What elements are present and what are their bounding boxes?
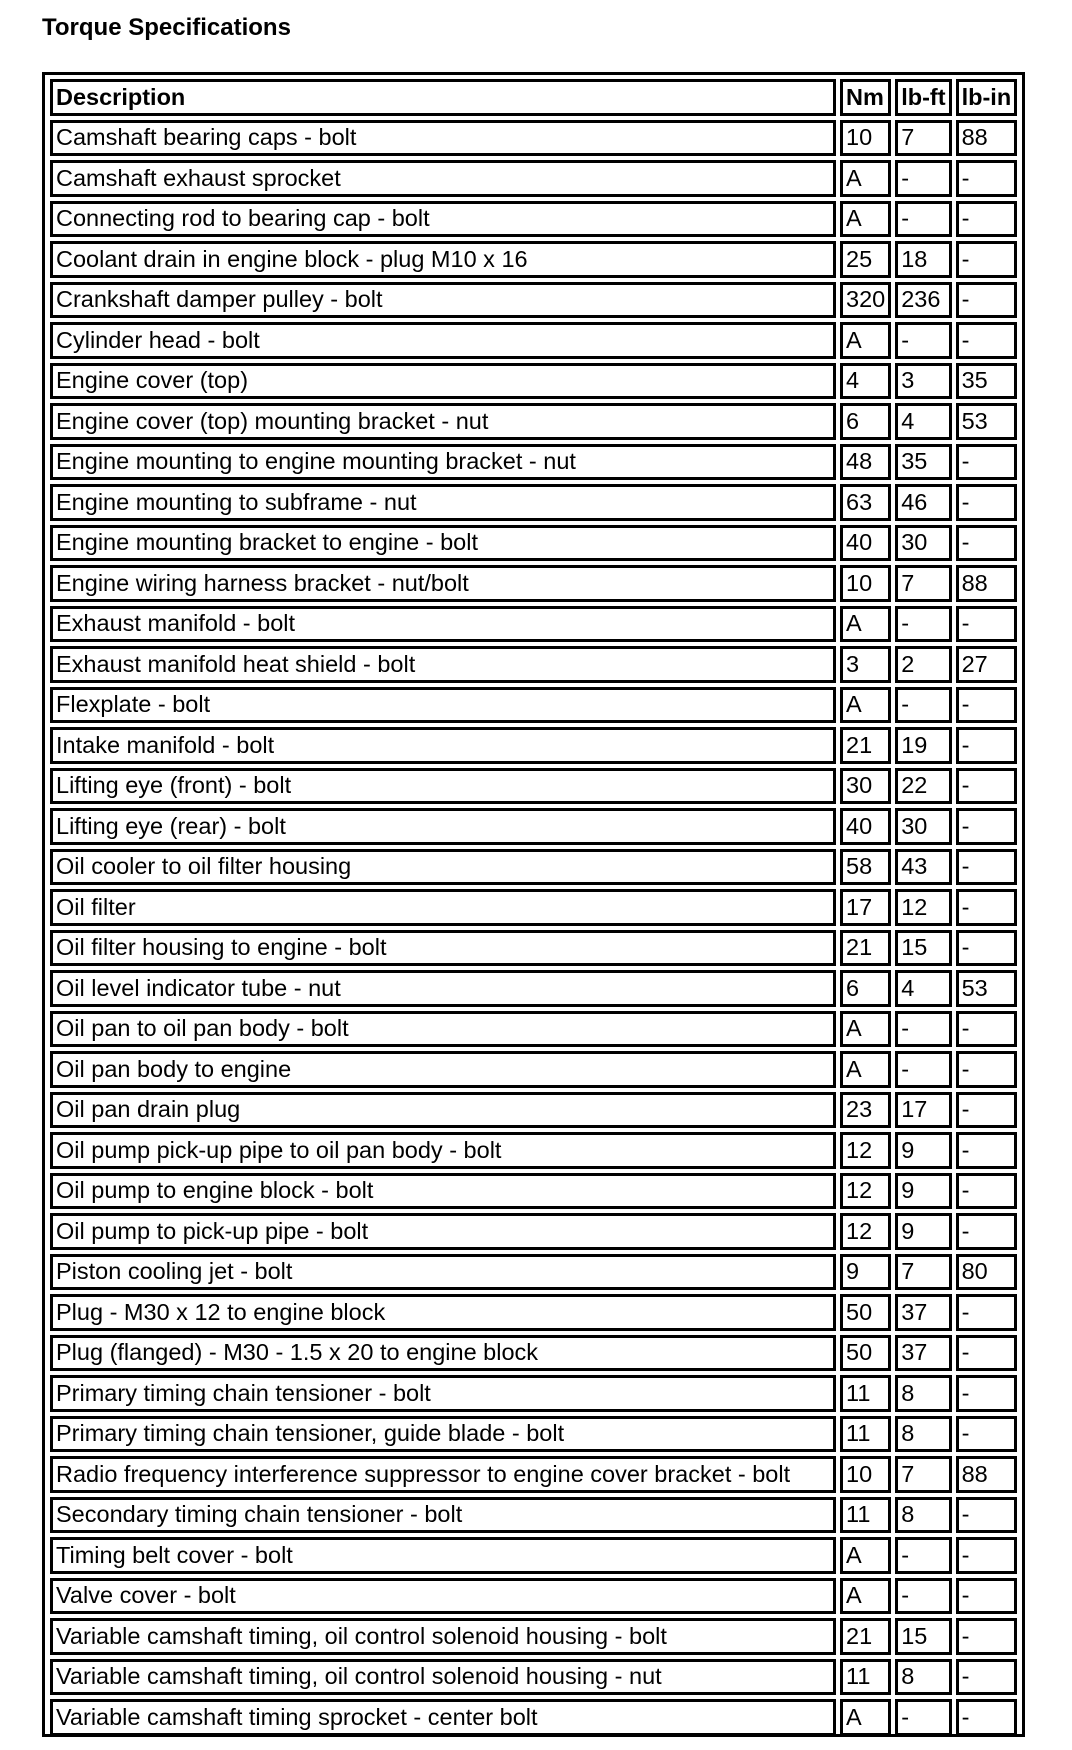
cell-lb-in: - [956,930,1018,967]
cell-lb-ft: - [895,1051,951,1088]
cell-nm: A [840,1011,891,1048]
cell-nm: 6 [840,970,891,1007]
cell-lb-ft: 8 [895,1416,951,1453]
cell-description: Cylinder head - bolt [50,322,836,359]
cell-nm: 21 [840,1618,891,1655]
cell-lb-in: - [956,1173,1018,1210]
cell-lb-in: - [956,322,1018,359]
cell-lb-ft: - [895,687,951,724]
cell-lb-ft: - [895,1578,951,1615]
cell-lb-in: - [956,768,1018,805]
header-description: Description [50,79,836,116]
cell-description: Engine cover (top) [50,363,836,400]
cell-description: Oil pan drain plug [50,1092,836,1129]
cell-nm: A [840,687,891,724]
table-row [50,1497,1017,1534]
cell-nm: A [840,606,891,643]
table-row [50,1618,1017,1655]
cell-description: Valve cover - bolt [50,1578,836,1615]
cell-lb-in: - [956,1375,1018,1412]
cell-nm: 10 [840,120,891,157]
cell-lb-ft: 8 [895,1497,951,1534]
table-row [50,403,1017,440]
cell-lb-in: - [956,808,1018,845]
table-row [50,444,1017,481]
cell-nm: 12 [840,1132,891,1169]
cell-description: Lifting eye (front) - bolt [50,768,836,805]
cell-lb-ft: 15 [895,1618,951,1655]
cell-lb-in: - [956,160,1018,197]
cell-description: Oil pump to engine block - bolt [50,1173,836,1210]
cell-lb-ft: - [895,160,951,197]
cell-lb-in: - [956,241,1018,278]
cell-lb-ft: 8 [895,1375,951,1412]
cell-description: Primary timing chain tensioner, guide blade - bolt [50,1416,836,1453]
cell-nm: 12 [840,1173,891,1210]
cell-description: Lifting eye (rear) - bolt [50,808,836,845]
cell-lb-ft: - [895,201,951,238]
cell-lb-in: - [956,1335,1018,1372]
table-row [50,1254,1017,1291]
cell-lb-in: 88 [956,1456,1018,1493]
cell-lb-in: - [956,606,1018,643]
cell-lb-ft: 9 [895,1173,951,1210]
cell-nm: 4 [840,363,891,400]
cell-lb-ft: 4 [895,970,951,1007]
table-row [50,1416,1017,1453]
table-row [50,849,1017,886]
table-row [50,363,1017,400]
cell-nm: 25 [840,241,891,278]
table-row [50,970,1017,1007]
cell-description: Plug (flanged) - M30 - 1.5 x 20 to engine block [50,1335,836,1372]
cell-nm: 50 [840,1335,891,1372]
cell-lb-in: - [956,444,1018,481]
cell-description: Flexplate - bolt [50,687,836,724]
header-lb-in: lb-in [956,79,1018,116]
table-row [50,1051,1017,1088]
cell-lb-ft: 30 [895,525,951,562]
cell-lb-ft: 7 [895,565,951,602]
cell-lb-in: 53 [956,970,1018,1007]
cell-nm: 48 [840,444,891,481]
cell-nm: 63 [840,484,891,521]
cell-description: Engine mounting bracket to engine - bolt [50,525,836,562]
cell-description: Crankshaft damper pulley - bolt [50,282,836,319]
cell-nm: A [840,1578,891,1615]
cell-lb-in: - [956,1659,1018,1696]
cell-lb-ft: 236 [895,282,951,319]
cell-description: Variable camshaft timing, oil control solenoid housing - nut [50,1659,836,1696]
cell-nm: A [840,322,891,359]
cell-nm: 21 [840,727,891,764]
cell-lb-ft: 30 [895,808,951,845]
cell-lb-ft: 43 [895,849,951,886]
table-row [50,1092,1017,1129]
cell-nm: 50 [840,1294,891,1331]
cell-lb-ft: 15 [895,930,951,967]
cell-nm: 10 [840,1456,891,1493]
cell-lb-ft: 18 [895,241,951,278]
torque-table-frame [42,72,1025,1737]
header-lb-ft: lb-ft [895,79,951,116]
cell-nm: 3 [840,646,891,683]
cell-lb-ft: 46 [895,484,951,521]
cell-nm: 11 [840,1659,891,1696]
cell-nm: 9 [840,1254,891,1291]
cell-description: Oil filter housing to engine - bolt [50,930,836,967]
cell-lb-in: - [956,525,1018,562]
table-row [50,160,1017,197]
table-row [50,808,1017,845]
table-row [50,1132,1017,1169]
table-row [50,606,1017,643]
cell-description: Coolant drain in engine block - plug M10 x 16 [50,241,836,278]
table-row [50,1335,1017,1372]
cell-description: Intake manifold - bolt [50,727,836,764]
table-row [50,1294,1017,1331]
cell-description: Exhaust manifold - bolt [50,606,836,643]
cell-lb-ft: 4 [895,403,951,440]
cell-nm: A [840,201,891,238]
cell-lb-ft: 9 [895,1213,951,1250]
cell-lb-in: - [956,1011,1018,1048]
cell-nm: 12 [840,1213,891,1250]
cell-lb-in: - [956,1092,1018,1129]
cell-nm: 6 [840,403,891,440]
cell-lb-ft: 19 [895,727,951,764]
cell-lb-ft: - [895,1537,951,1574]
cell-lb-ft: 9 [895,1132,951,1169]
cell-nm: A [840,1537,891,1574]
cell-lb-in: 88 [956,565,1018,602]
cell-lb-in: - [956,1132,1018,1169]
table-row [50,484,1017,521]
table-row [50,1173,1017,1210]
cell-lb-ft: 35 [895,444,951,481]
cell-description: Variable camshaft timing, oil control solenoid housing - bolt [50,1618,836,1655]
table-row [50,525,1017,562]
cell-lb-in: - [956,889,1018,926]
table-row [50,889,1017,926]
cell-description: Exhaust manifold heat shield - bolt [50,646,836,683]
cell-description: Engine mounting to subframe - nut [50,484,836,521]
table-row [50,1537,1017,1574]
cell-lb-ft: - [895,606,951,643]
cell-lb-in: - [956,727,1018,764]
cell-lb-ft: 3 [895,363,951,400]
table-row [50,1578,1017,1615]
torque-table [46,75,1021,1740]
table-row [50,1011,1017,1048]
cell-nm: 11 [840,1416,891,1453]
cell-lb-in: - [956,1497,1018,1534]
cell-lb-in: - [956,484,1018,521]
table-row [50,241,1017,278]
cell-nm: 40 [840,525,891,562]
cell-lb-ft: 37 [895,1294,951,1331]
table-row [50,201,1017,238]
cell-nm: 10 [840,565,891,602]
cell-nm: 320 [840,282,891,319]
cell-lb-ft: 7 [895,120,951,157]
cell-description: Oil pump to pick-up pipe - bolt [50,1213,836,1250]
cell-lb-ft: 7 [895,1254,951,1291]
cell-nm: 11 [840,1375,891,1412]
cell-nm: A [840,160,891,197]
cell-lb-ft: 12 [895,889,951,926]
cell-nm: 30 [840,768,891,805]
cell-lb-ft: 22 [895,768,951,805]
cell-description: Variable camshaft timing sprocket - center bolt [50,1699,836,1736]
cell-description: Camshaft exhaust sprocket [50,160,836,197]
cell-description: Primary timing chain tensioner - bolt [50,1375,836,1412]
cell-description: Plug - M30 x 12 to engine block [50,1294,836,1331]
cell-description: Camshaft bearing caps - bolt [50,120,836,157]
cell-nm: A [840,1051,891,1088]
cell-lb-in: - [956,1699,1018,1736]
cell-lb-ft: 8 [895,1659,951,1696]
table-row [50,322,1017,359]
cell-lb-ft: 17 [895,1092,951,1129]
table-row [50,646,1017,683]
cell-lb-ft: - [895,1699,951,1736]
cell-lb-in: - [956,849,1018,886]
page-title: Torque Specifications [42,14,291,41]
cell-description: Oil cooler to oil filter housing [50,849,836,886]
cell-lb-ft: 37 [895,1335,951,1372]
cell-lb-ft: - [895,322,951,359]
cell-description: Oil pump pick-up pipe to oil pan body - bolt [50,1132,836,1169]
table-row [50,1699,1017,1736]
cell-lb-in: 27 [956,646,1018,683]
cell-description: Engine mounting to engine mounting bracket - nut [50,444,836,481]
cell-nm: 23 [840,1092,891,1129]
cell-description: Oil pan body to engine [50,1051,836,1088]
cell-description: Connecting rod to bearing cap - bolt [50,201,836,238]
cell-lb-in: - [956,1618,1018,1655]
cell-nm: A [840,1699,891,1736]
cell-lb-in: - [956,1213,1018,1250]
table-row [50,1213,1017,1250]
cell-nm: 21 [840,930,891,967]
header-nm: Nm [840,79,891,116]
cell-nm: 11 [840,1497,891,1534]
cell-lb-in: - [956,1537,1018,1574]
cell-lb-in: - [956,201,1018,238]
cell-description: Engine cover (top) mounting bracket - nut [50,403,836,440]
table-row [50,930,1017,967]
cell-description: Oil level indicator tube - nut [50,970,836,1007]
cell-description: Oil filter [50,889,836,926]
table-header-row [50,79,1017,116]
cell-nm: 40 [840,808,891,845]
cell-lb-in: 88 [956,120,1018,157]
cell-lb-in: - [956,1578,1018,1615]
cell-lb-in: 53 [956,403,1018,440]
table-row [50,282,1017,319]
table-row [50,768,1017,805]
cell-description: Secondary timing chain tensioner - bolt [50,1497,836,1534]
cell-description: Timing belt cover - bolt [50,1537,836,1574]
cell-description: Radio frequency interference suppressor to engine cover bracket - bolt [50,1456,836,1493]
cell-description: Engine wiring harness bracket - nut/bolt [50,565,836,602]
cell-description: Oil pan to oil pan body - bolt [50,1011,836,1048]
table-row [50,727,1017,764]
cell-lb-in: - [956,1416,1018,1453]
table-row [50,565,1017,602]
cell-lb-in: - [956,282,1018,319]
cell-lb-in: 35 [956,363,1018,400]
table-row [50,1375,1017,1412]
cell-nm: 17 [840,889,891,926]
table-row [50,687,1017,724]
table-row [50,120,1017,157]
table-row [50,1456,1017,1493]
cell-lb-in: - [956,687,1018,724]
cell-description: Piston cooling jet - bolt [50,1254,836,1291]
cell-lb-ft: 7 [895,1456,951,1493]
cell-lb-in: - [956,1051,1018,1088]
cell-lb-ft: 2 [895,646,951,683]
cell-nm: 58 [840,849,891,886]
table-row [50,1659,1017,1696]
cell-lb-in: - [956,1294,1018,1331]
cell-lb-ft: - [895,1011,951,1048]
cell-lb-in: 80 [956,1254,1018,1291]
